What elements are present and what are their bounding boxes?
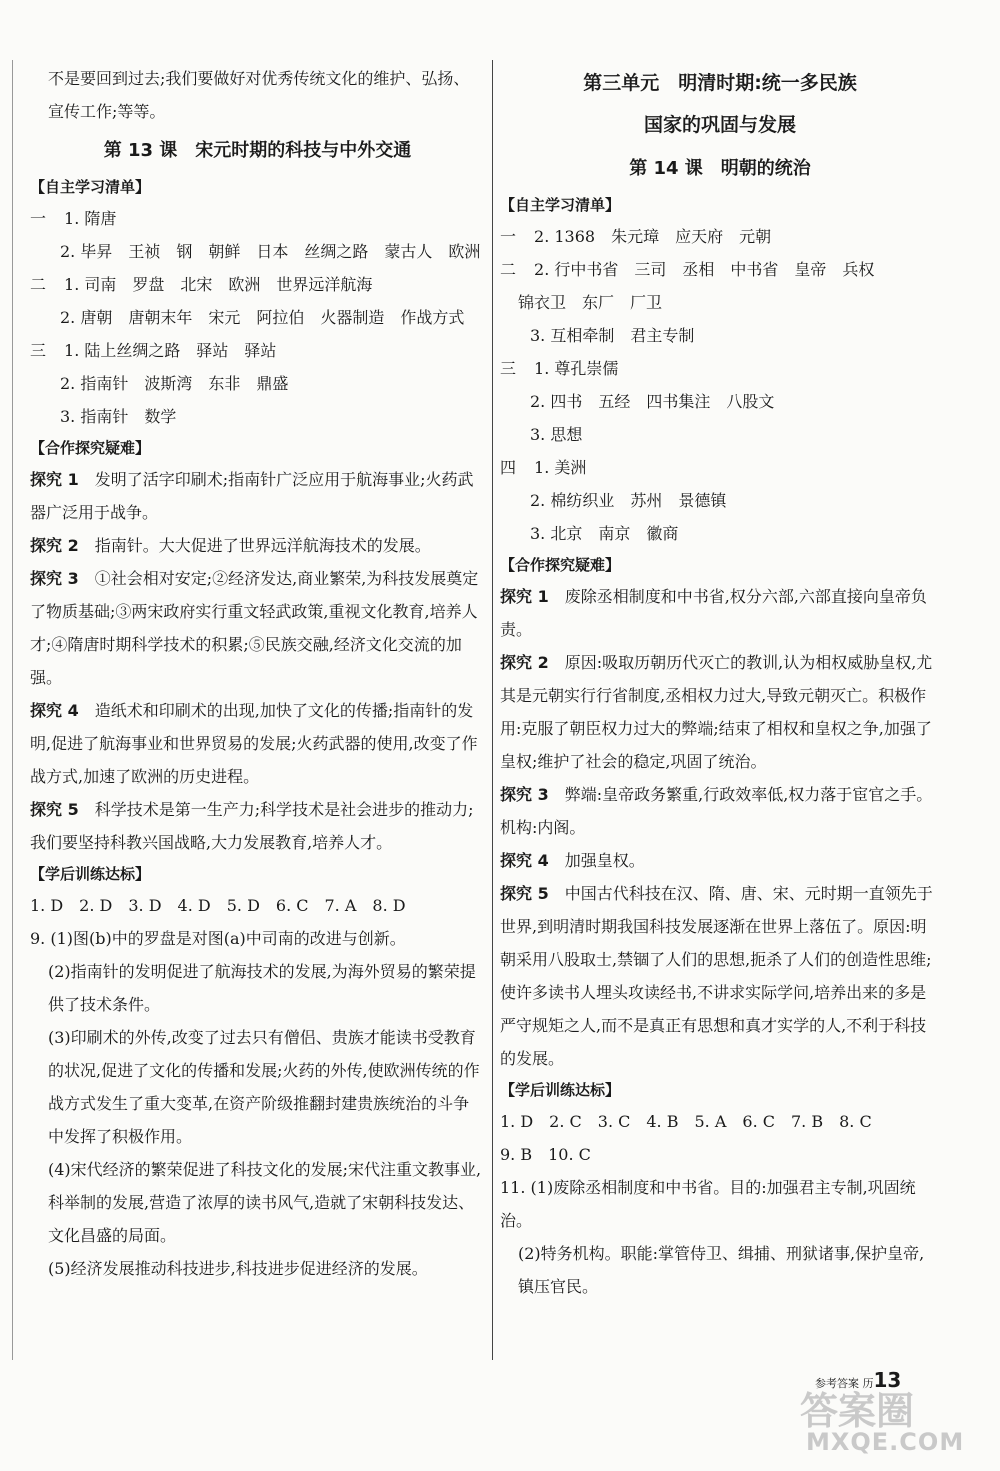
page-edge-rule [12, 60, 13, 1360]
question-11-part-2: (2)特务机构。职能:掌管侍卫、缉捕、刑狱诸事,保护皇帝,镇压官民。 [518, 1244, 925, 1296]
column-divider [492, 60, 493, 1360]
inquiry-text: 加强皇权。 [564, 851, 645, 870]
right-column [500, 62, 940, 1303]
footer-label: 参考答案 [815, 1377, 859, 1390]
inquiry-text: 弊端:皇帝政务繁重,行政效率低,权力落于宦官之手。机构:内阁。 [500, 785, 933, 837]
left-column [30, 62, 485, 1285]
answer-line: 2. 四书 五经 四书集注 八股文 [530, 392, 775, 411]
inquiry-label: 探究 2 [30, 536, 79, 555]
answer-line: 1. 司南 罗盘 北宋 欧洲 世界远洋航海 [64, 275, 373, 294]
choice-answers-2: 9. B 10. C [500, 1145, 591, 1164]
item-label: 三 [30, 341, 47, 360]
item-label: 二 [30, 275, 47, 294]
section-self-study: 【自主学习清单】 [30, 178, 151, 196]
section-cooperative-inquiry: 【合作探究疑难】 [30, 439, 151, 457]
answer-line: 2. 棉纺织业 苏州 景德镇 [530, 491, 727, 510]
lesson-14-title: 第 14 课 明朝的统治 [629, 158, 811, 179]
inquiry-text: 原因:吸取历朝历代灭亡的教训,认为相权威胁皇权,尤其是元朝实行行省制度,丞相权力过大,导致元朝灭亡。积极作用:克服了朝臣权力过大的弊端;结束了相权和皇权之争,加强了皇权;维护了社会的稳定,巩固了统治。 [500, 653, 933, 771]
inquiry-label: 探究 4 [30, 701, 79, 720]
page-number: 13 [873, 1368, 902, 1392]
answer-line: 3. 思想 [530, 425, 583, 444]
item-label: 四 [500, 458, 517, 477]
inquiry-label: 探究 3 [500, 785, 549, 804]
item-label: 三 [500, 359, 517, 378]
inquiry-text: 废除丞相制度和中书省,权分六部,六部直接向皇帝负责。 [500, 587, 927, 639]
choice-answers: 1. D 2. D 3. D 4. D 5. D 6. C 7. A 8. D [30, 896, 406, 915]
item-label: 二 [500, 260, 517, 279]
footer-prefix: 历 [862, 1377, 874, 1390]
answer-line: 2. 指南针 波斯湾 东非 鼎盛 [60, 374, 289, 393]
choice-answers: 1. D 2. C 3. C 4. B 5. A 6. C 7. B 8. C [500, 1112, 872, 1131]
section-post-study-training: 【学后训练达标】 [500, 1081, 621, 1099]
inquiry-label: 探究 5 [30, 800, 79, 819]
answer-line: 2. 1368 朱元璋 应天府 元朝 [534, 227, 772, 246]
question-11-part-1: 11. (1)废除丞相制度和中书省。目的:加强君主专制,巩固统治。 [500, 1178, 916, 1230]
inquiry-text: 指南针。大大促进了世界远洋航海技术的发展。 [94, 536, 431, 555]
intro-text: 不是要回到过去;我们要做好对优秀传统文化的维护、弘扬、宣传工作;等等。 [48, 69, 470, 121]
question-9-part-4: (4)宋代经济的繁荣促进了科技文化的发展;宋代注重文教事业,科举制的发展,营造了浓厚的读书风气,造就了宋朝科技发达、文化昌盛的局面。 [48, 1160, 482, 1245]
unit-3-title-line-2: 国家的巩固与发展 [643, 114, 796, 136]
inquiry-label: 探究 3 [30, 569, 79, 588]
question-9-part-5: (5)经济发展推动科技进步,科技进步促进经济的发展。 [48, 1259, 428, 1278]
inquiry-label: 探究 4 [500, 851, 549, 870]
answer-line: 1. 尊孔崇儒 [534, 359, 619, 378]
inquiry-label: 探究 5 [500, 884, 549, 903]
inquiry-text: 中国古代科技在汉、隋、唐、宋、元时期一直领先于世界,到明清时期我国科技发展逐渐在世界上落伍了。原因:明朝采用八股取士,禁锢了人们的思想,扼杀了人们的创造性思维;使许多读书人埋头攻读经书,不讲求实际学问,培养出来的多是严守规矩之人,而不是真正有思想和真才实学的人,不利于科技的发展。 [500, 884, 933, 1068]
lesson-13-title: 第 13 课 宋元时期的科技与中外交通 [103, 140, 412, 161]
item-label: 一 [30, 209, 47, 228]
unit-3-title-line-1: 第三单元 明清时期:统一多民族 [583, 72, 857, 94]
item-label: 一 [500, 227, 517, 246]
question-9-part-3: (3)印刷术的外传,改变了过去只有僧侣、贵族才能读书受教育的状况,促进了文化的传播和发展;火药的外传,使欧洲传统的作战方式发生了重大变革,在资产阶级推翻封建贵族统治的斗争中发挥了积极作用。 [48, 1028, 480, 1146]
answer-line: 3. 互相牵制 君主专制 [530, 326, 695, 345]
inquiry-text: 发明了活字印刷术;指南针广泛应用于航海事业;火药武器广泛用于战争。 [30, 470, 474, 522]
watermark-url: MXQE.COM [806, 1428, 965, 1456]
inquiry-label: 探究 1 [30, 470, 79, 489]
answer-line: 2. 行中书省 三司 丞相 中书省 皇帝 兵权 [534, 260, 875, 279]
answer-line: 2. 唐朝 唐朝末年 宋元 阿拉伯 火器制造 作战方式 [60, 308, 465, 327]
answer-line: 锦衣卫 东厂 厂卫 [518, 293, 663, 312]
inquiry-text: 科学技术是第一生产力;科学技术是社会进步的推动力;我们要坚持科教兴国战略,大力发展教育,培养人才。 [30, 800, 474, 852]
answer-line: 2. 毕昇 王祯 钢 朝鲜 日本 丝绸之路 蒙古人 欧洲 [60, 242, 481, 261]
question-9-part-1: 9. (1)图(b)中的罗盘是对图(a)中司南的改进与创新。 [30, 929, 406, 948]
answer-line: 3. 指南针 数学 [60, 407, 177, 426]
answer-line: 1. 陆上丝绸之路 驿站 驿站 [64, 341, 277, 360]
watermark-logo: 答案圈 [800, 1389, 915, 1433]
answer-line: 1. 美洲 [534, 458, 587, 477]
inquiry-label: 探究 1 [500, 587, 549, 606]
inquiry-text: 造纸术和印刷术的出现,加快了文化的传播;指南针的发明,促进了航海事业和世界贸易的发展;火药武器的使用,改变了作战方式,加速了欧洲的历史进程。 [30, 701, 478, 786]
section-self-study: 【自主学习清单】 [500, 196, 621, 214]
answer-line: 1. 隋唐 [64, 209, 117, 228]
section-post-study-training: 【学后训练达标】 [30, 865, 151, 883]
section-cooperative-inquiry: 【合作探究疑难】 [500, 556, 621, 574]
inquiry-label: 探究 2 [500, 653, 549, 672]
question-9-part-2: (2)指南针的发明促进了航海技术的发展,为海外贸易的繁荣提供了技术条件。 [48, 962, 476, 1014]
answer-line: 3. 北京 南京 徽商 [530, 524, 679, 543]
inquiry-text: ①社会相对安定;②经济发达,商业繁荣,为科技发展奠定了物质基础;③两宋政府实行重文轻武政策,重视文化教育,培养人才;④隋唐时期科学技术的积累;⑤民族交融,经济文化交流的加强。 [30, 569, 479, 687]
